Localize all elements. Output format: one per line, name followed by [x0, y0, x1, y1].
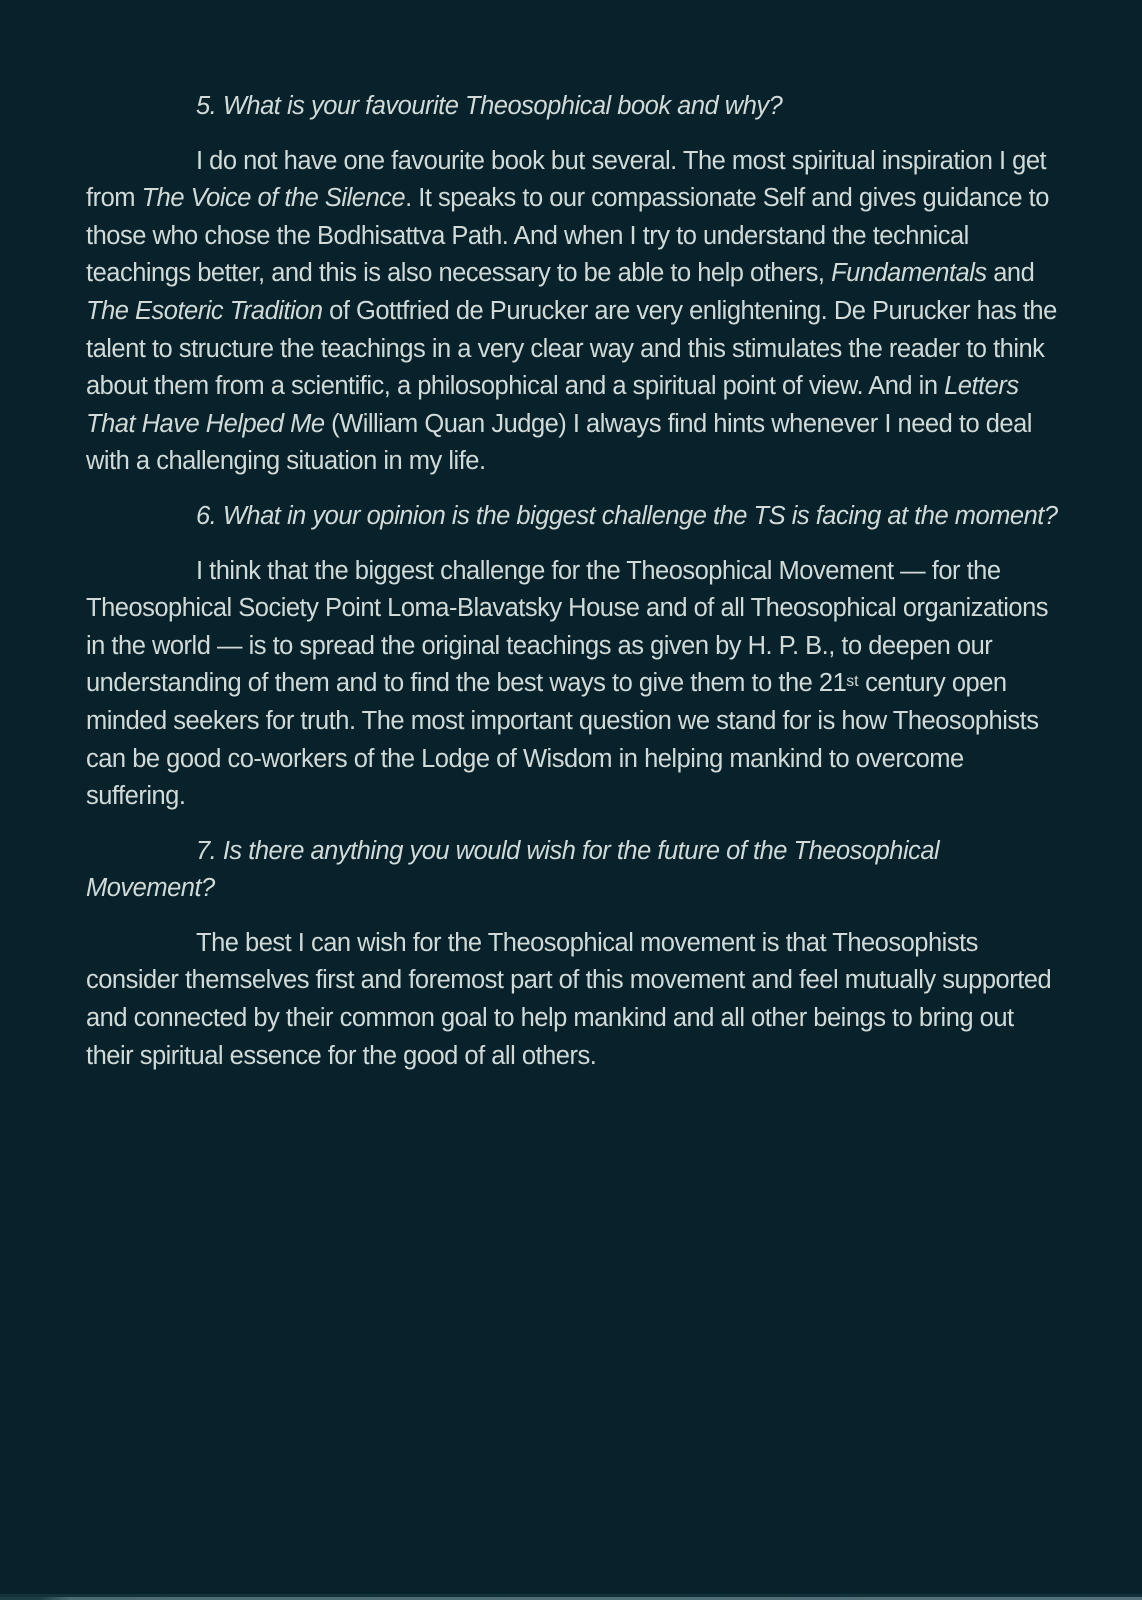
book-title-italic: The Esoteric Tradition — [86, 296, 323, 325]
text-run: (William Quan Judge) I always find hints whenever I need to deal with a challenging situation in my life. — [86, 409, 1032, 476]
superscript-ordinal: st — [846, 673, 859, 691]
question-7: 7. Is there anything you would wish for the future of the Theosophical Movement? — [86, 836, 940, 903]
question-5: 5. What is your favourite Theosophical book and why? — [196, 92, 783, 120]
text-run: and — [986, 259, 1035, 288]
text-run: I think that the biggest challenge for the Theosophical Movement — for the Theosophical Society Point Loma-Blavatsky House and of all Theosophical organizations in the world — is to spread the original teachings as given by H. P. B., to deepen our understanding of them and to find the best ways to give them to the 21 — [86, 556, 1049, 698]
text-run: of Gottfried de Purucker are very enlightening. De Purucker has the talent to structure the teachings in a very clear way and this stimulates the reader to think about them from a scientific, a philosophical and a spiritual point of view. And in — [86, 296, 1057, 401]
answer-6 — [86, 553, 1064, 816]
text-run: The best I can wish for the Theosophical movement is that Theosophists consider themselves first and foremost part of this movement and feel mutually supported and connected by their common goal to help mankind and all other beings to bring out their spiritual essence for the good of all others. — [86, 928, 1052, 1070]
text-run: century open minded seekers for truth. The most important question we stand for is how Theosophists can be good co-workers of the Lodge of Wisdom in helping mankind to overcome suffering. — [86, 669, 1039, 811]
question-6: 6. What in your opinion is the biggest challenge the TS is facing at the moment? — [196, 501, 1058, 530]
answer-7 — [86, 925, 1064, 1075]
book-title-italic: Fundamentals — [831, 259, 987, 288]
answer-5 — [86, 143, 1064, 481]
book-title-italic: The Voice of the Silence — [141, 184, 406, 213]
text-run: . It speaks to our compassionate Self and gives guidance to those who chose the Bodhisattva Path. And when I try to understand the technical teachings better, and this is also necessary to be able to help others, — [86, 184, 1049, 288]
text-run: I do not have one favourite book but several. The most spiritual inspiration I get from — [86, 146, 1047, 213]
book-title-italic: Letters That Have Helped Me — [86, 372, 1019, 438]
interview-article — [86, 88, 1064, 1075]
page-bottom-edge — [0, 1594, 1142, 1600]
